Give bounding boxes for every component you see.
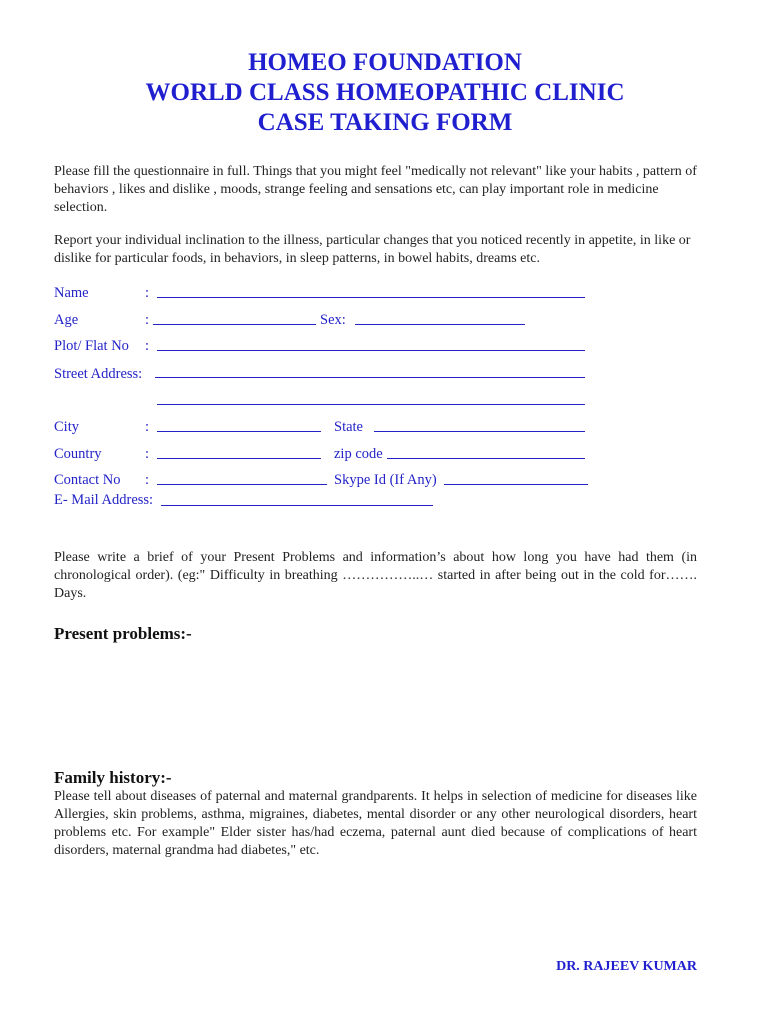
state-field[interactable] <box>374 431 585 432</box>
title-line-3: CASE TAKING FORM <box>257 109 513 136</box>
city-field[interactable] <box>157 431 321 432</box>
country-label: Country <box>54 446 102 462</box>
skype-label: Skype Id (If Any) <box>334 472 437 488</box>
doctor-signature: DR. RAJEEV KUMAR <box>556 959 697 974</box>
contact-colon: : <box>145 472 150 488</box>
present-problems-input[interactable] <box>54 650 702 764</box>
plot-field[interactable] <box>157 350 585 351</box>
title-line-1: HOMEO FOUNDATION <box>248 49 522 76</box>
email-field[interactable] <box>161 505 433 506</box>
name-colon: : <box>145 285 150 301</box>
state-label: State <box>334 419 363 435</box>
street-field-line-1[interactable] <box>155 377 585 378</box>
problems-instruction: Please write a brief of your Present Problems and information’s about how long you have had them (in chronological order). (eg:" Difficulty in breathing ……………..… started in after being out in the cold for……. Days. <box>54 550 697 601</box>
family-history-text: Please tell about diseases of paternal and maternal grandparents. It helps in selection of medicine for diseases like Allergies, skin problems, asthma, migraines, diabetes, mental disorder or any other neurological disorders, heart problems etc. For example" Elder sister has/had eczema, paternal aunt died because of complications of heart disorders, maternal grandma had diabetes," etc. <box>54 789 697 858</box>
country-colon: : <box>145 446 150 462</box>
zip-label: zip code <box>334 446 383 462</box>
sex-label: Sex: <box>320 312 346 328</box>
plot-label: Plot/ Flat No <box>54 338 129 354</box>
country-field[interactable] <box>157 458 321 459</box>
street-label: Street Address: <box>54 366 143 382</box>
street-field-line-2[interactable] <box>157 404 585 405</box>
skype-field[interactable] <box>444 484 588 485</box>
zip-field[interactable] <box>387 458 585 459</box>
title-line-2: WORLD CLASS HOMEOPATHIC CLINIC <box>145 79 625 106</box>
city-label: City <box>54 419 79 435</box>
age-colon: : <box>145 312 150 328</box>
city-colon: : <box>145 419 150 435</box>
contact-field[interactable] <box>157 484 327 485</box>
name-label: Name <box>54 285 89 301</box>
intro-paragraph-2: Report your individual inclination to the illness, particular changes that you noticed recently in appetite, in like or dislike for particular foods, in behaviors, in sleep patterns, in bowel habits, dreams etc. <box>54 233 691 266</box>
age-field[interactable] <box>153 324 316 325</box>
family-history-heading: Family history:- <box>54 768 172 787</box>
family-history-input[interactable] <box>54 864 702 948</box>
plot-colon: : <box>145 338 150 354</box>
contact-label: Contact No <box>54 472 121 488</box>
present-problems-heading: Present problems:- <box>54 624 192 643</box>
name-field[interactable] <box>157 297 585 298</box>
intro-paragraph-1: Please fill the questionnaire in full. Things that you might feel "medically not relevant" like your habits , pattern of behaviors , likes and dislike , moods, strange feeling and sensations etc, can play important role in medicine selection. <box>54 164 697 215</box>
sex-field[interactable] <box>355 324 525 325</box>
email-label: E- Mail Address: <box>54 492 154 508</box>
age-label: Age <box>54 312 79 328</box>
